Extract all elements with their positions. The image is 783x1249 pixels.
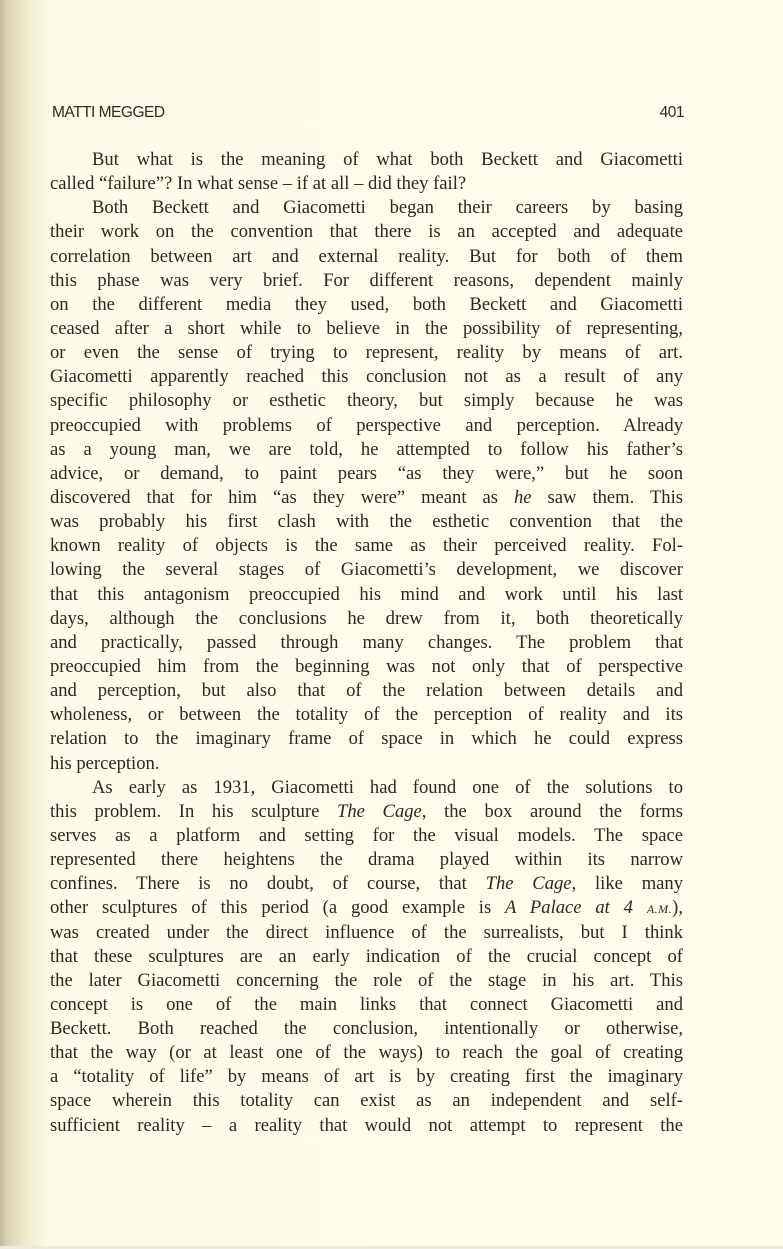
- text-segment: other sculptures of this period (a good example is: [50, 897, 506, 919]
- text-line: [50, 1041, 683, 1065]
- text-line: [50, 945, 683, 969]
- italic-title: he: [514, 486, 532, 508]
- text-segment: known reality of objects is the same as their perceived reality. Fol-: [50, 535, 683, 557]
- text-line: [50, 776, 683, 800]
- text-segment: concept is one of the main links that connect Giacometti and: [50, 993, 683, 1015]
- text-line: [50, 703, 683, 727]
- text-line: [50, 655, 683, 679]
- text-segment: Beckett. Both reached the conclusion, intentionally or otherwise,: [50, 1018, 683, 1040]
- text-line: [50, 293, 683, 317]
- text-line: [50, 921, 683, 945]
- text-line: [50, 969, 683, 993]
- text-line: [50, 993, 683, 1017]
- text-segment: and perception, but also that of the relation between details and: [50, 680, 683, 702]
- page-number: 401: [659, 104, 684, 121]
- text-line: [50, 1017, 683, 1041]
- paragraph: [50, 148, 683, 196]
- text-segment: saw them. This: [531, 486, 683, 508]
- text-segment: the later Giacometti concerning the role of the stage in his art. This: [50, 969, 683, 991]
- text-segment: Both Beckett and Giacometti began their careers by basing: [92, 197, 683, 219]
- text-segment: a “totality of life” by means of art is by creating first the imaginary: [50, 1066, 683, 1088]
- text-segment: called “failure”? In what sense – if at all – did they fail?: [50, 173, 467, 195]
- text-line: [50, 872, 683, 896]
- text-segment: wholeness, or between the totality of the perception of reality and its: [50, 704, 683, 726]
- text-line: [50, 1114, 683, 1138]
- running-head-author: MATTI MEGGED: [52, 104, 165, 121]
- text-segment: Giacometti apparently reached this conclusion not as a result of any: [50, 366, 683, 388]
- text-segment: represented there heightens the drama played within its narrow: [50, 849, 683, 871]
- italic-title: A.M.: [646, 902, 673, 917]
- text-segment: preoccupied with problems of perspective and perception. Already: [50, 414, 683, 436]
- text-segment: lowing the several stages of Giacometti’s development, we discover: [50, 559, 683, 581]
- text-segment: preoccupied him from the beginning was not only that of perspective: [50, 655, 683, 677]
- text-segment: ),: [672, 897, 683, 919]
- text-line: [50, 848, 683, 872]
- text-line: [50, 245, 683, 269]
- text-segment: As early as 1931, Giacometti had found one of the solutions to: [92, 776, 683, 798]
- text-segment: that the way (or at least one of the ways) to reach the goal of creating: [50, 1042, 683, 1064]
- text-line: [50, 534, 683, 558]
- text-line: [50, 414, 683, 438]
- text-line: [50, 800, 683, 824]
- text-segment: their work on the convention that there is an accepted and adequate: [50, 221, 683, 243]
- text-segment: ceased after a short while to believe in the possibility of representing,: [50, 317, 683, 339]
- text-line: [50, 752, 683, 776]
- text-line: [50, 389, 683, 413]
- text-line: [50, 220, 683, 244]
- text-segment: this phase was very brief. For different reasons, dependent mainly: [50, 269, 683, 291]
- text-segment: correlation between art and external reality. But for both of them: [50, 245, 683, 267]
- text-line: [50, 727, 683, 751]
- text-line: [50, 196, 683, 220]
- text-line: [50, 1065, 683, 1089]
- text-segment: sufficient reality – a reality that would not attempt to represent the: [50, 1114, 683, 1136]
- text-line: [50, 365, 683, 389]
- paragraph: [50, 196, 683, 775]
- text-line: [50, 510, 683, 534]
- text-line: [50, 269, 683, 293]
- text-line: [50, 148, 683, 172]
- running-head: [52, 104, 684, 124]
- text-segment: as a young man, we are told, he attempted to follow his father’s: [50, 438, 683, 460]
- text-line: [50, 1089, 683, 1113]
- italic-title: The Cage: [337, 800, 422, 822]
- italic-title: The Cage: [485, 873, 572, 895]
- text-segment: or even the sense of trying to represent, reality by means of art.: [50, 342, 683, 364]
- text-line: [50, 631, 683, 655]
- body-text: [50, 148, 683, 1138]
- text-line: [50, 317, 683, 341]
- text-segment: space wherein this totality can exist as an independent and self-: [50, 1090, 683, 1112]
- text-segment: was created under the direct influence of the surrealists, but I think: [50, 921, 683, 943]
- text-segment: this problem. In his sculpture: [50, 800, 338, 822]
- text-segment: serves as a platform and setting for the visual models. The space: [50, 824, 683, 846]
- text-segment: days, although the conclusions he drew from it, both theoretically: [50, 607, 683, 629]
- text-segment: on the different media they used, both Beckett and Giacometti: [50, 293, 683, 315]
- text-segment: , like many: [571, 873, 684, 895]
- text-segment: , the box around the forms: [421, 800, 683, 822]
- text-line: [50, 558, 683, 582]
- text-segment: advice, or demand, to paint pears “as they were,” but he soon: [50, 462, 683, 484]
- text-line: [50, 486, 683, 510]
- paragraph: [50, 776, 683, 1138]
- text-segment: that this antagonism preoccupied his mind and work until his last: [50, 583, 683, 605]
- text-line: [50, 172, 683, 196]
- text-segment: But what is the meaning of what both Beckett and Giacometti: [92, 149, 683, 170]
- text-line: [50, 341, 683, 365]
- text-line: [50, 824, 683, 848]
- text-segment: discovered that for him “as they were” meant as: [50, 486, 514, 508]
- text-line: [50, 896, 683, 920]
- text-line: [50, 679, 683, 703]
- text-line: [50, 438, 683, 462]
- italic-title: A Palace at 4: [505, 897, 647, 919]
- text-line: [50, 583, 683, 607]
- text-line: [50, 607, 683, 631]
- text-line: [50, 462, 683, 486]
- text-segment: that these sculptures are an early indication of the crucial concept of: [50, 945, 683, 967]
- text-segment: relation to the imaginary frame of space in which he could express: [50, 728, 683, 750]
- text-segment: specific philosophy or esthetic theory, but simply because he was: [50, 390, 683, 412]
- page-gutter-shadow: [0, 0, 6, 1249]
- text-segment: was probably his first clash with the esthetic convention that the: [50, 511, 683, 533]
- text-segment: his perception.: [50, 752, 160, 774]
- text-segment: and practically, passed through many changes. The problem that: [50, 631, 683, 653]
- text-segment: confines. There is no doubt, of course, that: [50, 873, 486, 895]
